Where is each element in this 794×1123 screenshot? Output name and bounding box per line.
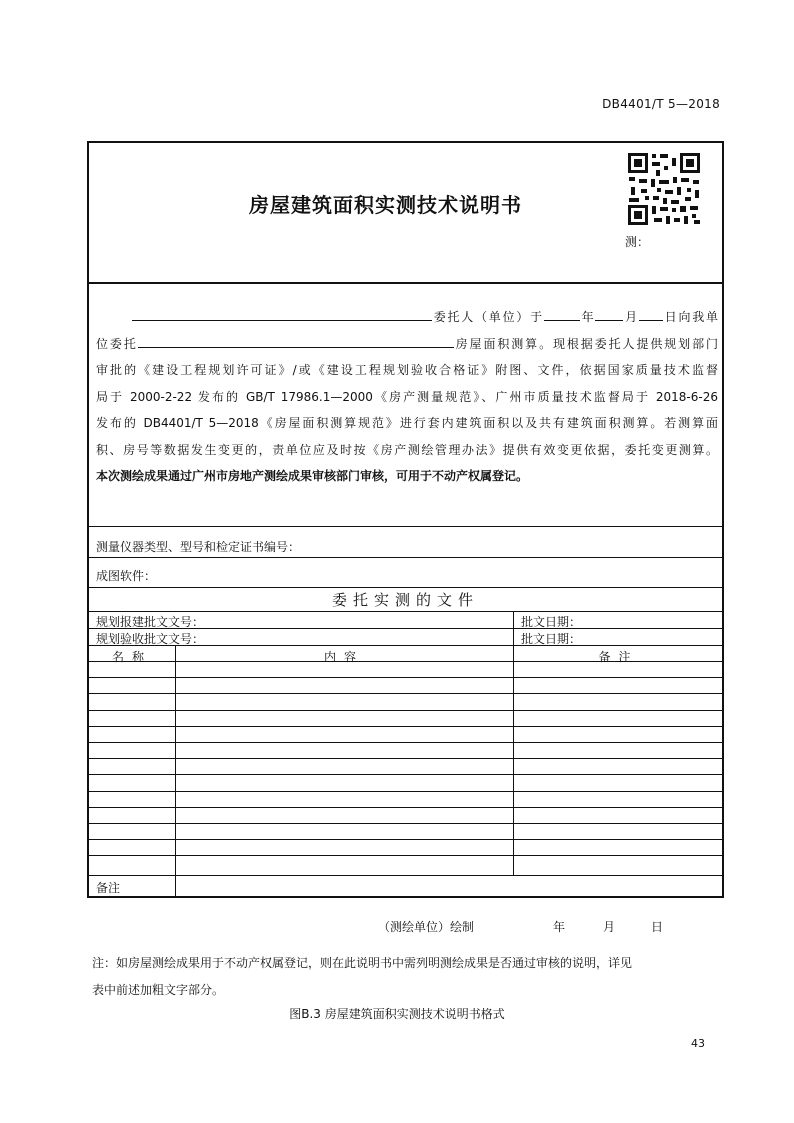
page-number: 43 [691,1037,705,1050]
table-row-line [89,791,722,792]
divider [89,628,722,629]
column-divider [175,645,176,898]
para-line-2: 位委托 房屋面积测算。现根据委托人提供规划部门 [96,331,718,358]
table-row-line [89,693,722,694]
approval-date-label: 批文日期： [521,615,582,629]
table-row-line [89,661,722,662]
qr-code-icon [627,152,701,226]
table-row-line [89,758,722,759]
divider [89,645,722,646]
table-row-line [89,774,722,775]
approval-date-label: 批文日期： [521,632,582,646]
table-row-line [89,742,722,743]
table-row-line [89,839,722,840]
divider [89,611,722,612]
para-line-6: 积、房号等数据发生变更的，责单位应及时按《房产测绘管理办法》提供有效变更依据，委托变更测算。 [96,442,718,457]
software-label: 成图软件： [96,569,157,583]
date-month: 月 [603,920,616,934]
table-row-line [89,710,722,711]
divider [89,557,722,558]
para-line-1: 委托人（单位）于 年 月 日向我单 [96,304,718,331]
client-blank [132,306,432,321]
divider [89,526,722,527]
table-row-line [89,677,722,678]
divider [89,875,722,876]
para-line-7-bold: 本次测绘成果通过广州市房地产测绘成果审核部门审核，可用于不动产权属登记。 [96,469,529,483]
project-blank [138,333,454,348]
month-blank [595,306,623,321]
header-name: 名称 [111,650,152,664]
table-row-line [89,855,722,856]
note [92,950,724,1004]
figure-caption: 图B.3 房屋建筑面积实测技术说明书格式 [289,1007,505,1021]
qr-label: 测： [625,235,650,249]
note-line-1: 注：如房屋测绘成果用于不动产权属登记，则在此说明书中需列明测绘成果是否通过审核的说明，详见 [92,956,633,970]
column-divider [513,645,514,875]
form-title: 房屋建筑面积实测技术说明书 [249,193,522,217]
instrument-label: 测量仪器类型、型号和检定证书编号： [96,540,301,554]
date-year: 年 [553,920,566,934]
standard-code: DB4401/T 5—2018 [602,97,720,111]
date-day: 日 [651,920,664,934]
note-line-2: 表中前述加粗文字部分。 [92,983,225,997]
para-line-4: 局于 2000-2-22 发布的 GB/T 17986.1—2000《房产测量规范》、广州市质量技术监督局于 2018-6-26 [96,389,718,404]
divider [89,587,722,588]
form-frame [87,141,724,898]
commission-paragraph [96,304,718,490]
table-row-line [89,807,722,808]
para-line-3: 审批的《建设工程规划许可证》/或《建设工程规划验收合格证》附图、文件，依据国家质量技术监督 [96,363,718,377]
header-content: 内容 [323,650,364,664]
header-remark: 备注 [598,650,639,664]
column-divider [513,611,514,645]
plan-build-label: 规划报建批文文号： [96,615,205,629]
section-title: 委托实测的文件 [331,591,479,609]
plan-accept-label: 规划验收批文文号： [96,632,205,646]
para-line-5: 发布的 DB4401/T 5—2018《房屋面积测算规范》进行套内建筑面积以及共有建筑面积测算。若测算面 [96,416,718,430]
table-row-line [89,823,722,824]
day-blank [639,306,663,321]
signed-by: （测绘单位）绘制 [378,920,475,934]
remark-label: 备注 [96,881,121,895]
year-blank [544,306,580,321]
divider [89,282,722,284]
table-row-line [89,726,722,727]
